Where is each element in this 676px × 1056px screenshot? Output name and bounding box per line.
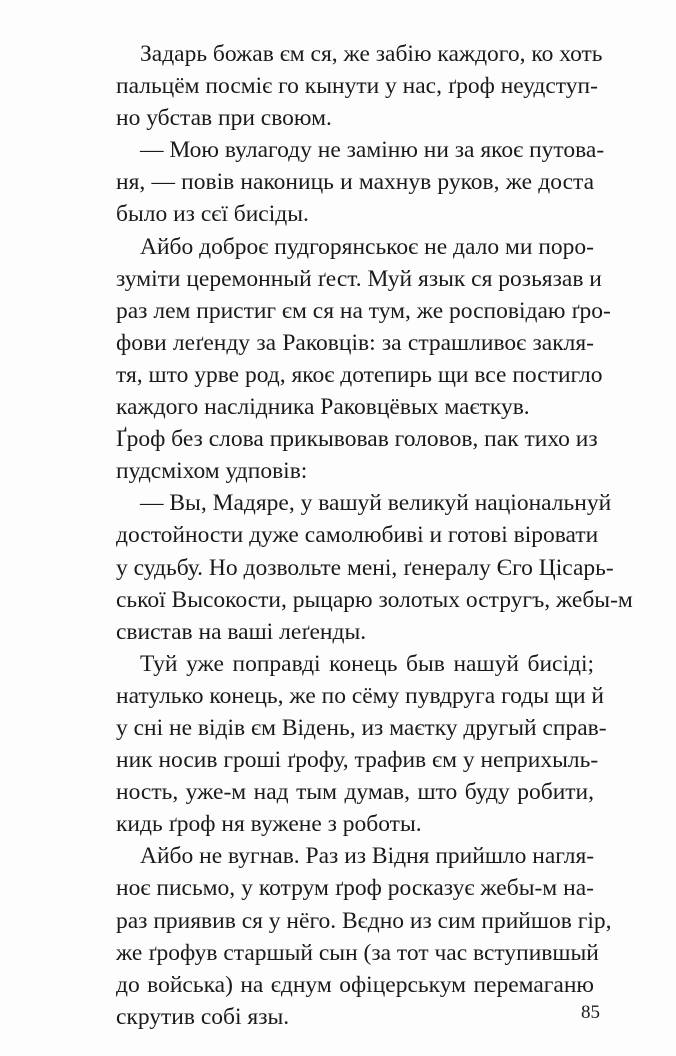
text-line: у судьбу. Но дозвольте мені, ґенералу Єго Цісарь- (116, 554, 614, 581)
text-line: — Вы, Мадяре, у вашуй великуй національнуй (140, 490, 612, 517)
text-line: пальцём посміє го кынути у нас, ґроф неудступ- (116, 73, 598, 100)
text-line: раз приявив ся у нёго. Вєдно из сим прийшов гір, (116, 907, 612, 934)
text-line: Айбо доброє пудгорянськоє не дало ми поро- (140, 233, 594, 260)
text-line: скрутив собі язы. (116, 1003, 290, 1030)
text-line: Айбо не вугнав. Раз из Відня прийшло нагля- (140, 843, 595, 870)
text-line: тя, што урве род, якоє дотепирь щи все постигло (116, 361, 603, 388)
text-line: ноє письмо, у котрум ґроф росказує жебы-м на- (116, 875, 594, 902)
text-line: раз лем пристиг єм ся на тум, же росповідаю ґро- (116, 297, 611, 324)
text-line: же ґрофув старшый сын (за тот час вступившый (116, 939, 599, 966)
body-text (116, 38, 633, 1033)
text-line: у сні не відів єм Відень, из маєтку другый справ- (116, 714, 607, 741)
text-line: зуміти церемонный ґест. Муй язык ся розьязав и (116, 265, 602, 292)
text-line: свистав на ваші леґенды. (116, 618, 367, 645)
text-line: Ґроф без слова прикывовав головов, пак тихо из (116, 426, 598, 453)
text-line: до войська) на єднум офіцерськум перемаганю (116, 971, 594, 998)
text-line: пудсміхом удповів: (116, 458, 308, 485)
text-line: но убстав при своюм. (116, 105, 332, 132)
text-line: Задарь божав єм ся, же забію каждого, ко хоть (140, 41, 603, 67)
text-line: фови леґенду за Раковців: за страшливоє закля- (116, 329, 594, 356)
text-line: было из сєї бисіды. (116, 201, 309, 228)
text-line: ность, уже-м над тым думав, што буду робити, (116, 779, 594, 806)
text-line: натулько конець, же по сёму пувдруга годы щи й (116, 682, 604, 709)
text-line: Туй уже поправді конець быв нашуй бисіді; (140, 650, 594, 677)
text-line: ської Высокости, рыцарю золотых остругъ, жебы-м (116, 586, 633, 613)
text-line: ня, — повів накониць и махнув руков, же доста (116, 169, 594, 196)
page-number: 85 (581, 1002, 600, 1023)
text-line: — Мою вулагоду не заміню ни за якоє путова- (140, 137, 605, 164)
text-line: каждого наслідника Раковцёвых маєткув. (116, 394, 530, 421)
text-line: ник носив гроші ґрофу, трафив єм у неприхыль- (116, 747, 599, 774)
text-line: достойности дуже самолюбиві и готові віровати (116, 522, 599, 549)
text-line: кидь ґроф ня вужене з роботы. (116, 811, 422, 838)
